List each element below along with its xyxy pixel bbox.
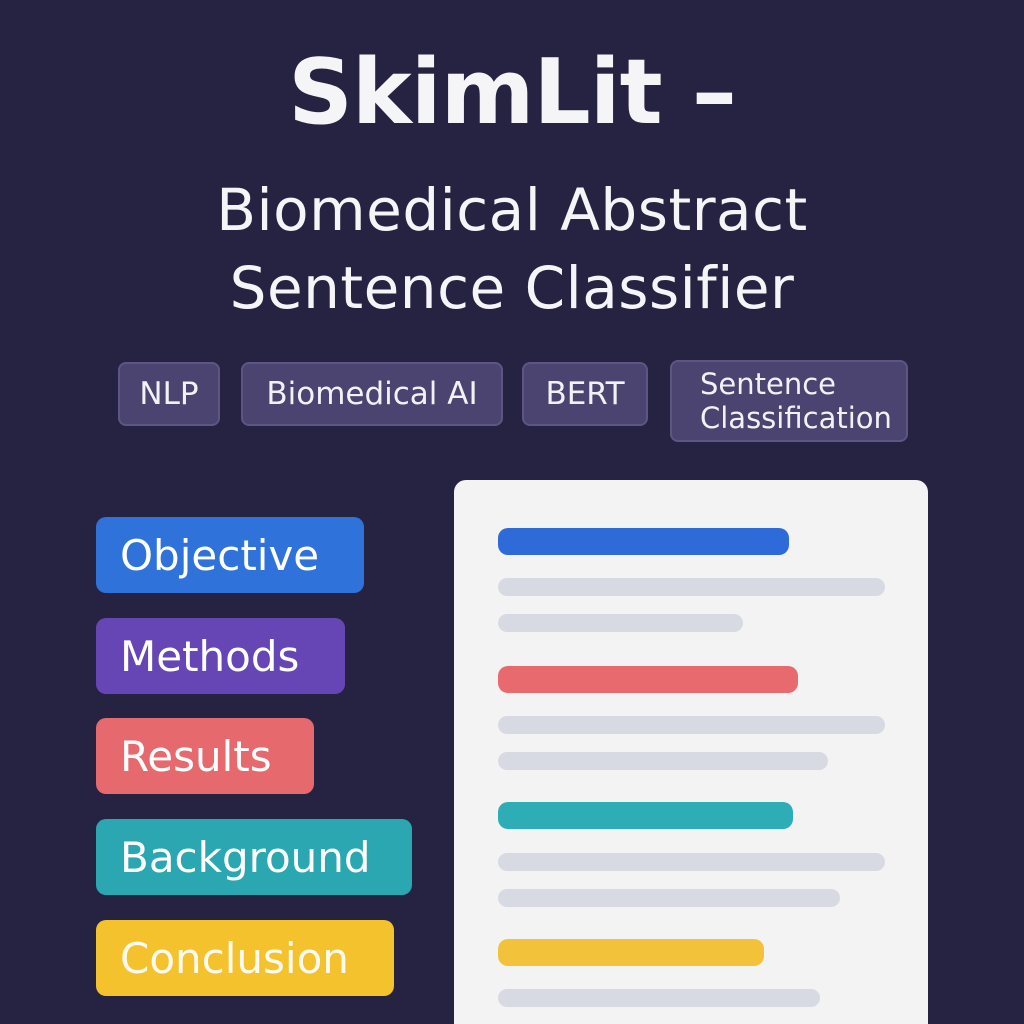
label-background: Background [96,819,412,895]
label-methods: Methods [96,618,345,694]
text-line [498,889,840,907]
section-heading-background [498,802,793,829]
section-heading-conclusion [498,939,764,966]
section-heading-results [498,666,798,693]
text-line [498,716,885,734]
tag-nlp [118,362,220,426]
abstract-document [454,480,928,1024]
tag-label-line-1: Sentence [700,367,837,401]
text-line [498,614,743,632]
subtitle-line-2: Sentence Classifier [229,254,795,322]
tag-label: Biomedical AI [266,376,478,412]
label-objective: Objective [96,517,364,593]
tag-label-line-2: Classification [700,401,892,435]
text-line [498,578,885,596]
text-line [498,989,820,1007]
tag-bert [522,362,648,426]
tag-sentence-classification [670,360,908,442]
subtitle-line-1: Biomedical Abstract [216,176,808,244]
text-line [498,752,828,770]
title: SkimLit – [288,40,736,145]
label-conclusion: Conclusion [96,920,394,996]
tag-biomedical-ai [241,362,503,426]
tag-label: NLP [139,376,199,412]
tag-label: BERT [545,376,625,412]
text-line [498,853,885,871]
section-heading-objective [498,528,789,555]
label-results: Results [96,718,314,794]
